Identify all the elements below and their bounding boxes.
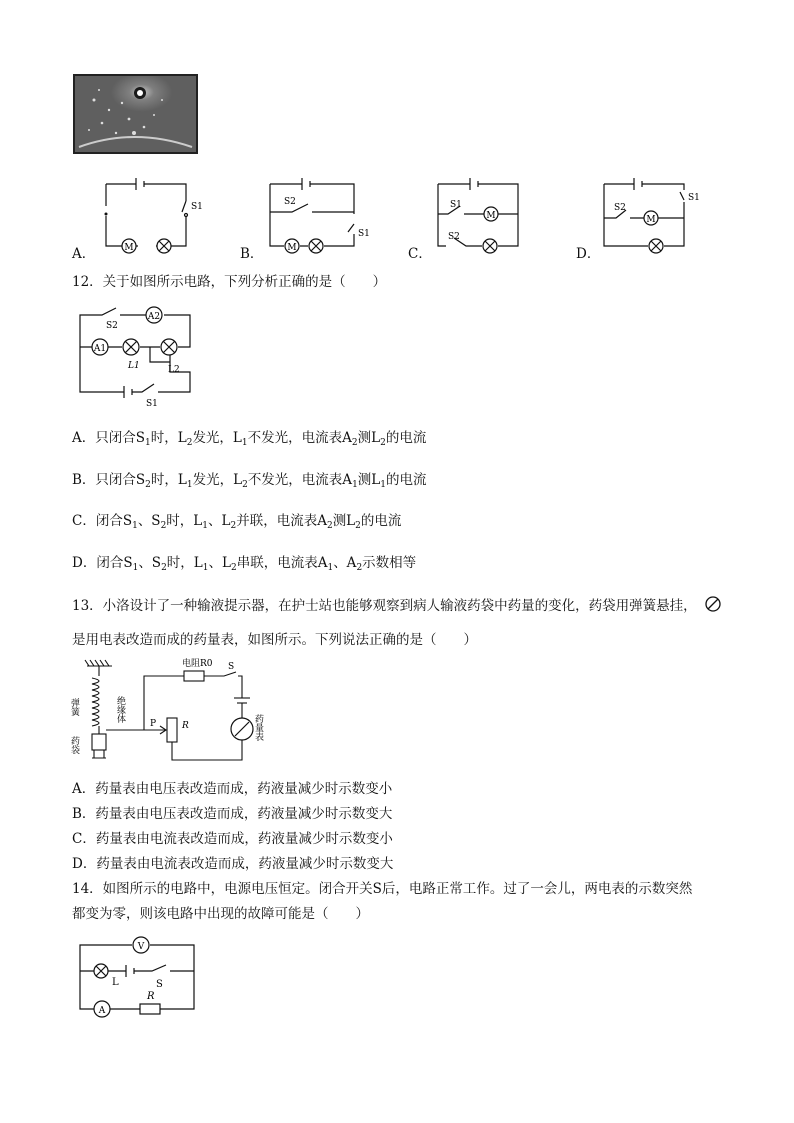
svg-text:V: V — [137, 942, 145, 952]
q12-circuit — [72, 302, 202, 416]
q14-stem-line1: 14．如图所示的电路中，电源电压恒定。闭合开关S后，电路正常工作。过了一会儿，两电表的示数突然 — [72, 881, 693, 897]
svg-text:M: M — [486, 211, 496, 221]
q11-circuit-b — [262, 176, 377, 265]
svg-text:M: M — [287, 243, 297, 253]
svg-text:A1: A1 — [93, 344, 107, 354]
svg-text:S1: S1 — [358, 229, 370, 239]
svg-text:M: M — [124, 243, 134, 253]
q11-option-d-label[interactable]: D． — [576, 246, 601, 262]
q12-option-b[interactable]: B．只闭合$S_2$时，$L_1$发光，$L_2$不发光，电流表$A_1$测$L_1$的电流 — [72, 472, 427, 490]
q11-option-b-label[interactable]: B． — [240, 246, 264, 262]
q13-stem-line2: 是用电表改造而成的药量表，如图所示。下列说法正确的是（ ） — [72, 632, 477, 648]
svg-text:R: R — [147, 991, 155, 1002]
svg-text:S1: S1 — [450, 200, 462, 210]
svg-text:R: R — [182, 721, 189, 731]
q14-stem-line2: 都变为零，则该电路中出现的故障可能是（ ） — [72, 906, 369, 922]
q11-option-a-label[interactable]: A． — [72, 246, 96, 262]
svg-text:绝缘体: 绝缘体 — [115, 696, 125, 723]
q11-circuit-a — [96, 176, 211, 265]
svg-text:弹簧: 弹簧 — [69, 698, 79, 716]
q12-option-c[interactable]: C．闭合$S_1$、$S_2$时，$L_1$、$L_2$并联，电流表$A_2$测$L_2$的电流 — [72, 513, 402, 531]
q12-stem: 12．关于如图所示电路，下列分析正确的是（ ） — [72, 274, 387, 290]
svg-text:S2: S2 — [106, 321, 118, 331]
svg-text:A2: A2 — [147, 312, 161, 322]
svg-text:药袋: 药袋 — [69, 736, 79, 754]
q11-circuit-c — [432, 176, 547, 265]
q12-option-d[interactable]: D．闭合$S_1$、$S_2$时，$L_1$、$L_2$串联，电流表$A_1$、$A_2$示数相等 — [72, 555, 417, 573]
q11-circuit-d — [598, 176, 713, 265]
q13-option-d[interactable]: D．药量表由电流表改造而成，药液量减少时示数变大 — [72, 856, 394, 872]
q13-circuit — [69, 656, 277, 775]
svg-text:L2: L2 — [168, 365, 180, 375]
svg-text:S: S — [156, 979, 163, 990]
q12-option-a[interactable]: A．只闭合$S_1$时，$L_2$发光，$L_1$不发光，电流表$A_2$测$L_2$的电流 — [72, 430, 427, 448]
meter-icon — [704, 595, 722, 617]
svg-text:S: S — [228, 662, 235, 672]
svg-text:S1: S1 — [146, 399, 158, 409]
q13-option-c[interactable]: C．药量表由电流表改造而成，药液量减少时示数变小 — [72, 831, 393, 847]
experiment-photo — [74, 75, 197, 153]
q13-option-b[interactable]: B．药量表由电压表改造而成，药液量减少时示数变大 — [72, 806, 393, 822]
svg-text:S1: S1 — [191, 202, 203, 212]
svg-text:P: P — [150, 719, 157, 729]
svg-text:A: A — [98, 1006, 106, 1016]
q11-option-c-label[interactable]: C． — [408, 246, 432, 262]
svg-text:L: L — [112, 977, 119, 988]
q13-option-a[interactable]: A．药量表由电压表改造而成，药液量减少时示数变小 — [72, 781, 393, 797]
svg-text:S2: S2 — [614, 203, 626, 213]
q14-circuit — [74, 935, 204, 1029]
q13-stem-line1: 13．小洛设计了一种输液提示器，在护士站也能够观察到病人输液药袋中药量的变化，药袋用弹簧悬挂， — [72, 598, 697, 614]
svg-text:电阻R0: 电阻R0 — [182, 659, 213, 669]
svg-text:S1: S1 — [688, 193, 700, 203]
svg-text:M: M — [646, 215, 656, 225]
svg-text:L1: L1 — [128, 361, 140, 371]
svg-text:药量表: 药量表 — [253, 714, 263, 741]
svg-text:S2: S2 — [448, 232, 460, 242]
svg-text:S2: S2 — [284, 197, 296, 207]
